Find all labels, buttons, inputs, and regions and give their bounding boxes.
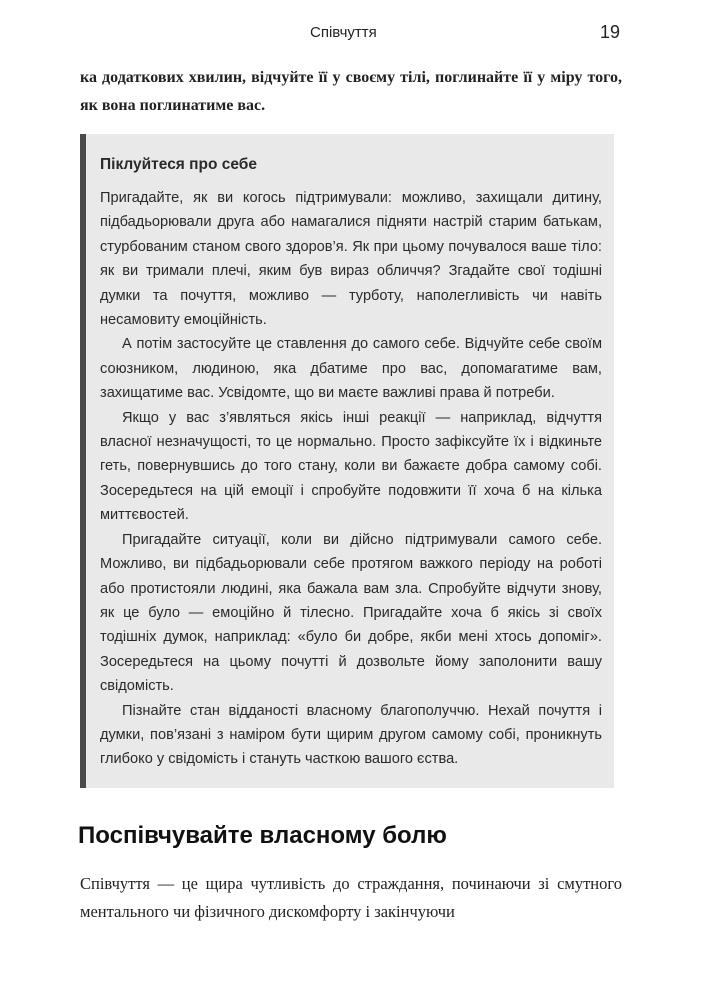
page-header <box>0 0 728 60</box>
sidebar-paragraph: Пригадайте, як ви когось підтримували: можливо, захищали дитину, підбадьорювали друга або намагалися підняти настрій старим батькам, стурбованим станом свого здоров’я. Як при цьому почувалося ваше тіло: як ви тримали плечі, яким був вираз обличчя? Згадайте свої тодішні думки та почуття, можливо — турботу, наполегливість чи навіть несамовиту емоційність. <box>100 190 602 329</box>
sidebar-box <box>80 134 614 788</box>
page-number: 19 <box>600 22 621 42</box>
sidebar-paragraph: Якщо у вас з’являться якісь інші реакції — наприклад, відчуття власної незначущості, то це нормально. Просто зафіксуйте їх і відкиньте геть, повернувшись до того стану, коли ви бажаєте добра самому собі. Зосередьтеся на цій емоції і спробуйте подовжити її хоча б на кілька миттєвостей. <box>100 409 602 524</box>
sidebar-title: Піклуйтеся про себе <box>100 156 257 173</box>
sidebar-paragraph: Пригадайте ситуації, коли ви дійсно підтримували самого себе. Можливо, ви підбадьорювали себе протягом важкого періоду на роботі або протистояли людині, яка бажала вам зла. Спробуйте відчути знову, як це було — емоційно й тілесно. Пригадайте хоча б якісь зі своїх тодішніх думок, наприклад: «було би добре, якби мені хтось допоміг». Зосередьтеся на цьому почутті й дозвольте йому заполонити вашу свідомість. <box>100 531 602 695</box>
sidebar-paragraph: А потім застосуйте це ставлення до самого себе. Відчуйте себе своїм союзником, людиною, яка дбатиме про вас, допомагатиме вам, захищатиме вас. Усвідомте, що ви маєте важливі права й потреби. <box>100 336 602 402</box>
sidebar-paragraph: Пізнайте стан відданості власному благополуччю. Нехай почуття і думки, пов’язані з наміром бути щирим другом самому собі, проникнуть глибоко у свідомість і стануть часткою вашого єства. <box>100 702 602 768</box>
running-title: Співчуття <box>310 24 377 41</box>
body-paragraph: Співчуття — це щира чутливість до страждання, починаючи зі смутного ментального чи фізичного дискомфорту і закінчуючи <box>80 874 622 921</box>
intro-paragraph: ка додаткових хвилин, відчуйте її у своєму тілі, поглинайте її у міру того, як вона поглинатиме вас. <box>80 69 622 114</box>
section-heading: Поспівчувайте власному болю <box>78 822 447 849</box>
